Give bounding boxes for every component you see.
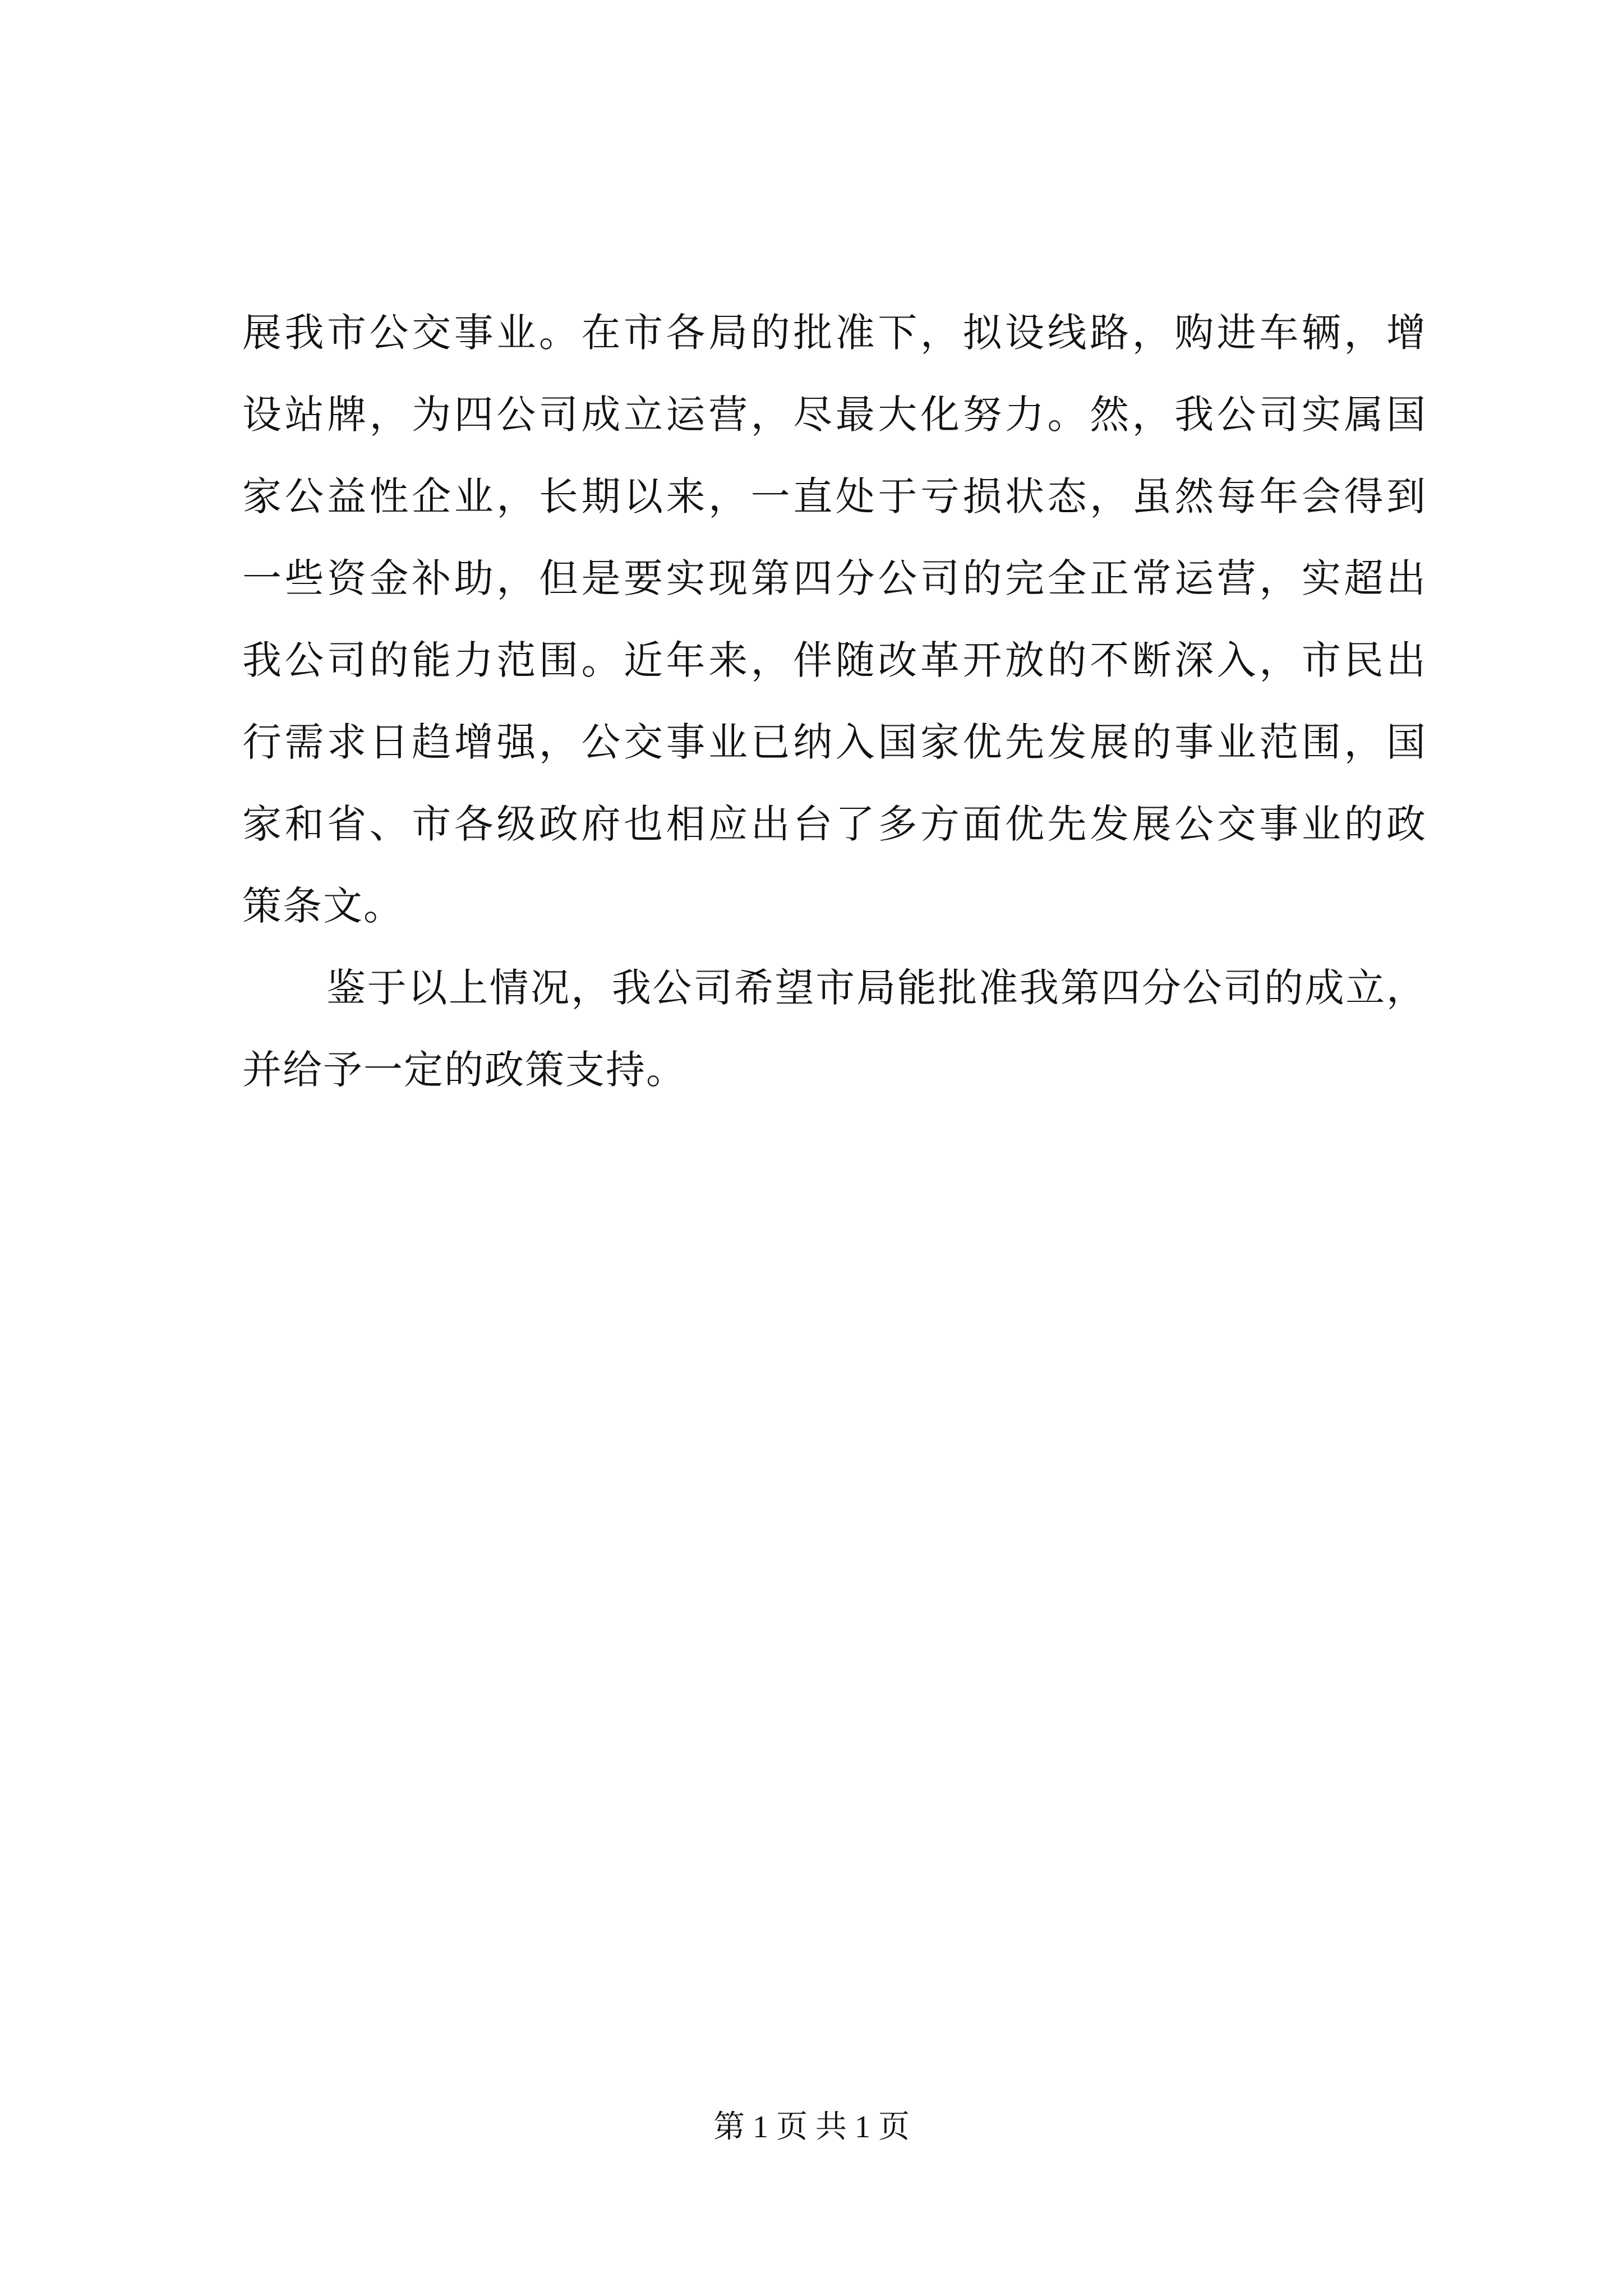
paragraph-1 <box>242 292 1427 947</box>
paragraph-2 <box>242 947 1427 1111</box>
document-body <box>242 292 1427 1111</box>
text-line: 展我市公交事业。在市各局的批准下，拟设线路，购进车辆，增 <box>242 310 1427 356</box>
text-line: 家公益性企业，长期以来，一直处于亏损状态，虽然每年会得到 <box>242 473 1427 519</box>
text-line: 家和省、市各级政府也相应出台了多方面优先发展公交事业的政 <box>242 801 1427 847</box>
text-line: 鉴于以上情况，我公司希望市局能批准我第四分公司的成立， <box>326 965 1427 1011</box>
text-line: 行需求日趋增强，公交事业已纳入国家优先发展的事业范围，国 <box>242 719 1427 765</box>
text-line: 一些资金补助，但是要实现第四分公司的完全正常运营，实超出 <box>242 555 1427 601</box>
text-line: 我公司的能力范围。近年来，伴随改革开放的不断深入，市民出 <box>242 637 1427 683</box>
text-line: 设站牌，为四公司成立运营，尽最大化努力。然，我公司实属国 <box>242 392 1427 438</box>
text-line: 并给予一定的政策支持。 <box>242 1047 686 1093</box>
page-number-footer: 第 1 页 共 1 页 <box>713 2110 910 2145</box>
text-line: 策条文。 <box>242 883 404 929</box>
